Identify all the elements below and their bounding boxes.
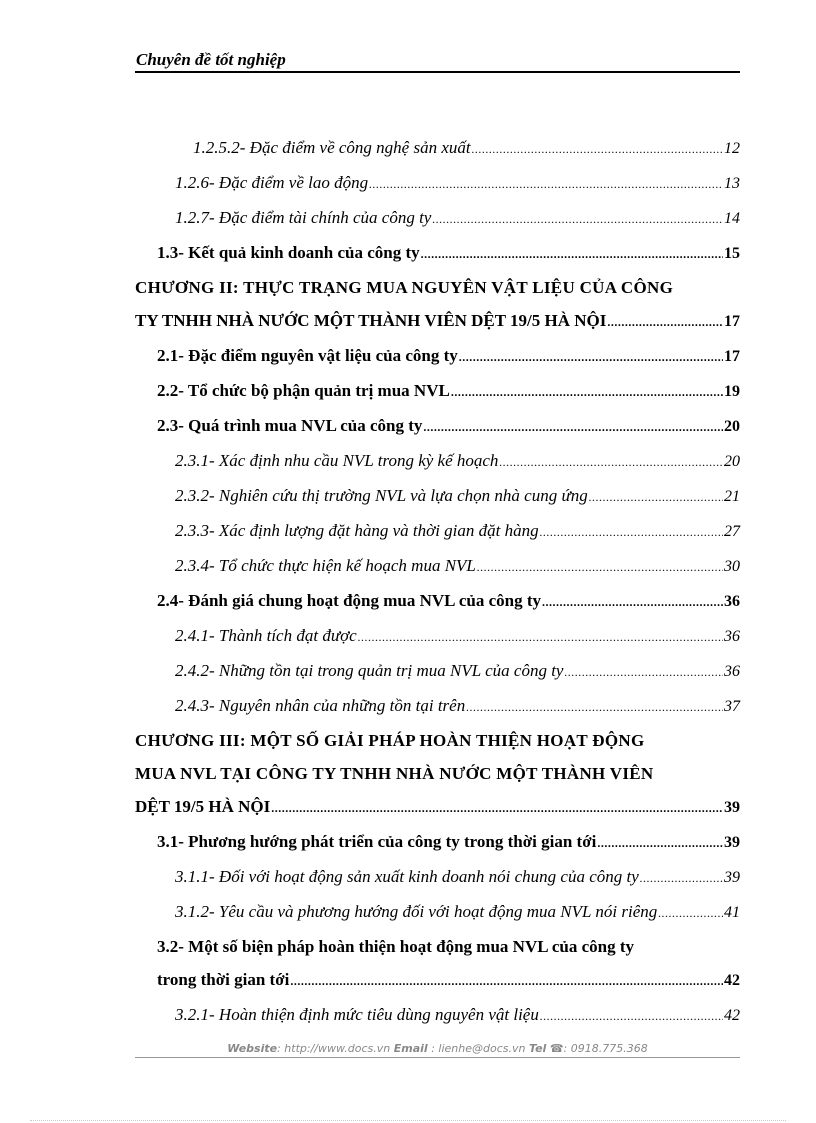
toc-page-number: 39	[724, 799, 740, 816]
toc-leader-dots	[432, 203, 723, 236]
toc-entry-2-4-1[interactable]	[135, 619, 740, 654]
toc-page-number: 42	[724, 1007, 740, 1024]
toc-entry-text: 3.2.1- Hoàn thiện định mức tiêu dùng nguyên vật liệu	[175, 1005, 539, 1024]
toc-entry-2-3-1[interactable]	[135, 444, 740, 479]
toc-leader-dots	[640, 862, 723, 895]
toc-entry-text: 2.2- Tổ chức bộ phận quản trị mua NVL	[157, 381, 450, 400]
toc-page-number: 13	[724, 175, 740, 192]
toc-entry-text: DỆT 19/5 HÀ NỘI	[135, 797, 271, 816]
page-footer	[135, 1042, 740, 1058]
toc-entry-text: 2.1- Đặc điểm nguyên vật liệu của công ty	[157, 346, 458, 365]
toc-page-number: 17	[724, 313, 740, 330]
toc-page-number: 41	[724, 904, 740, 921]
toc-entry-text: 3.1.1- Đối với hoạt động sản xuất kinh doanh nói chung của công ty	[175, 867, 639, 886]
toc-chapter-3-line2[interactable]: MUA NVL TẠI CÔNG TY TNHH NHÀ NƯỚC MỘT THÀNH VIÊN	[135, 764, 654, 783]
toc-entry-text: 2.3- Quá trình mua NVL của công ty	[157, 416, 423, 435]
toc-leader-dots	[369, 168, 723, 201]
toc-entry-3-2-1[interactable]	[135, 998, 740, 1033]
toc-page-number: 14	[724, 210, 740, 227]
page-bottom-divider	[30, 1120, 786, 1121]
toc-entry-text: 2.3.1- Xác định nhu cầu NVL trong kỳ kế hoạch	[175, 451, 499, 470]
toc-entry-text: 1.2.5.2- Đặc điểm về công nghệ sản xuất	[193, 138, 471, 157]
toc-entry-2-2[interactable]	[135, 374, 740, 409]
toc-page-number: 36	[724, 593, 740, 610]
toc-leader-dots	[540, 1000, 723, 1033]
toc-leader-dots	[466, 691, 723, 724]
toc-entry-2-3-4[interactable]	[135, 549, 740, 584]
toc-entry-2-4-2[interactable]	[135, 654, 740, 689]
toc-entry-1-2-7[interactable]	[135, 201, 740, 236]
toc-entry-3-1-2[interactable]	[135, 895, 740, 930]
toc-entry-text: 2.4.3- Nguyên nhân của những tồn tại trên	[175, 696, 466, 715]
toc-leader-dots	[451, 376, 723, 409]
footer-email-label: Email	[393, 1042, 428, 1055]
toc-entry-text: 2.4.1- Thành tích đạt được	[175, 626, 357, 645]
toc-entry-text: TY TNHH NHÀ NƯỚC MỘT THÀNH VIÊN DỆT 19/5 HÀ NỘI	[135, 311, 607, 330]
toc-entry-1-2-6[interactable]	[135, 166, 740, 201]
toc-entry-text: 3.1.2- Yêu cầu và phương hướng đối với hoạt động mua NVL nói riêng	[175, 902, 658, 921]
toc-page-number: 12	[724, 140, 740, 157]
toc-entry-2-4-3[interactable]	[135, 689, 740, 724]
toc-entry-text: trong thời gian tới	[157, 970, 290, 989]
toc-page-number: 17	[724, 348, 740, 365]
toc-leader-dots	[423, 411, 723, 444]
toc-leader-dots	[597, 827, 723, 860]
toc-entry-3-1[interactable]	[135, 825, 740, 860]
toc-entry-2-1[interactable]	[135, 339, 740, 374]
toc-leader-dots	[358, 621, 723, 654]
toc-leader-dots	[658, 897, 723, 930]
toc-leader-dots	[589, 481, 723, 514]
toc-page-number: 39	[724, 869, 740, 886]
footer-website-label: Website	[227, 1042, 278, 1055]
toc-entry-text: 1.3- Kết quả kinh doanh của công ty	[157, 243, 420, 262]
toc-page-number: 42	[724, 972, 740, 989]
footer-email[interactable]: : lienhe@docs.vn	[427, 1042, 526, 1055]
toc-entry-text: 2.4.2- Những tồn tại trong quản trị mua NVL của công ty	[175, 661, 564, 680]
toc-entry-3-2-line2[interactable]	[135, 963, 740, 998]
toc-chapter-2-line2[interactable]	[135, 304, 740, 339]
toc-entry-3-2-line1[interactable]	[135, 930, 740, 963]
page-header	[135, 50, 740, 73]
toc-entry-text: 1.2.7- Đặc điểm tài chính của công ty	[175, 208, 432, 227]
phone-icon: ☎	[549, 1042, 564, 1055]
toc-page-number: 30	[724, 558, 740, 575]
toc-page-number: 21	[724, 488, 740, 505]
toc-page-number: 39	[724, 834, 740, 851]
footer-tel: : 0918.775.368	[563, 1042, 648, 1055]
toc-leader-dots	[540, 516, 723, 549]
toc-entry-text: 1.2.6- Đặc điểm về lao động	[175, 173, 369, 192]
toc-leader-dots	[271, 792, 723, 825]
toc-leader-dots	[564, 656, 723, 689]
toc-leader-dots	[477, 551, 723, 584]
toc-entry-text: 3.2- Một số biện pháp hoàn thiện hoạt động mua NVL của công ty	[157, 937, 635, 956]
toc-entry-1-3[interactable]	[135, 236, 740, 271]
toc-entry-text: 2.3.3- Xác định lượng đặt hàng và thời gian đặt hàng	[175, 521, 539, 540]
header-title: Chuyên đề tốt nghiệp	[136, 50, 286, 69]
toc-leader-dots	[290, 965, 723, 998]
toc-entry-text: 2.4- Đánh giá chung hoạt động mua NVL của công ty	[157, 591, 541, 610]
toc-entry-2-4[interactable]	[135, 584, 740, 619]
table-of-contents	[135, 131, 740, 1033]
toc-page-number: 20	[724, 453, 740, 470]
toc-leader-dots	[472, 133, 723, 166]
toc-leader-dots	[542, 586, 723, 619]
toc-chapter-2-line1[interactable]: CHƯƠNG II: THỰC TRẠNG MUA NGUYÊN VẬT LIỆU CỦA CÔNG	[135, 278, 674, 297]
toc-entry-2-3[interactable]	[135, 409, 740, 444]
toc-page-number: 15	[724, 245, 740, 262]
toc-chapter-3-line3[interactable]	[135, 790, 740, 825]
toc-page-number: 20	[724, 418, 740, 435]
toc-entry-text: 2.3.2- Nghiên cứu thị trường NVL và lựa chọn nhà cung ứng	[175, 486, 588, 505]
toc-entry-2-3-3[interactable]	[135, 514, 740, 549]
toc-leader-dots	[499, 446, 723, 479]
toc-entry-text: 2.3.4- Tổ chức thực hiện kế hoạch mua NVL	[175, 556, 476, 575]
toc-leader-dots	[459, 341, 723, 374]
toc-chapter-3-line1[interactable]: CHƯƠNG III: MỘT SỐ GIẢI PHÁP HOÀN THIỆN HOẠT ĐỘNG	[135, 731, 645, 750]
toc-entry-1-2-5-2[interactable]	[135, 131, 740, 166]
toc-leader-dots	[421, 238, 723, 271]
toc-page-number: 36	[724, 663, 740, 680]
toc-page-number: 27	[724, 523, 740, 540]
footer-website[interactable]: : http://www.docs.vn	[277, 1042, 391, 1055]
toc-page-number: 36	[724, 628, 740, 645]
toc-entry-2-3-2[interactable]	[135, 479, 740, 514]
toc-leader-dots	[607, 306, 723, 339]
toc-page-number: 19	[724, 383, 740, 400]
toc-entry-text: 3.1- Phương hướng phát triển của công ty trong thời gian tới	[157, 832, 597, 851]
toc-page-number: 37	[724, 698, 740, 715]
toc-entry-3-1-1[interactable]	[135, 860, 740, 895]
footer-tel-label: Tel	[528, 1042, 547, 1055]
